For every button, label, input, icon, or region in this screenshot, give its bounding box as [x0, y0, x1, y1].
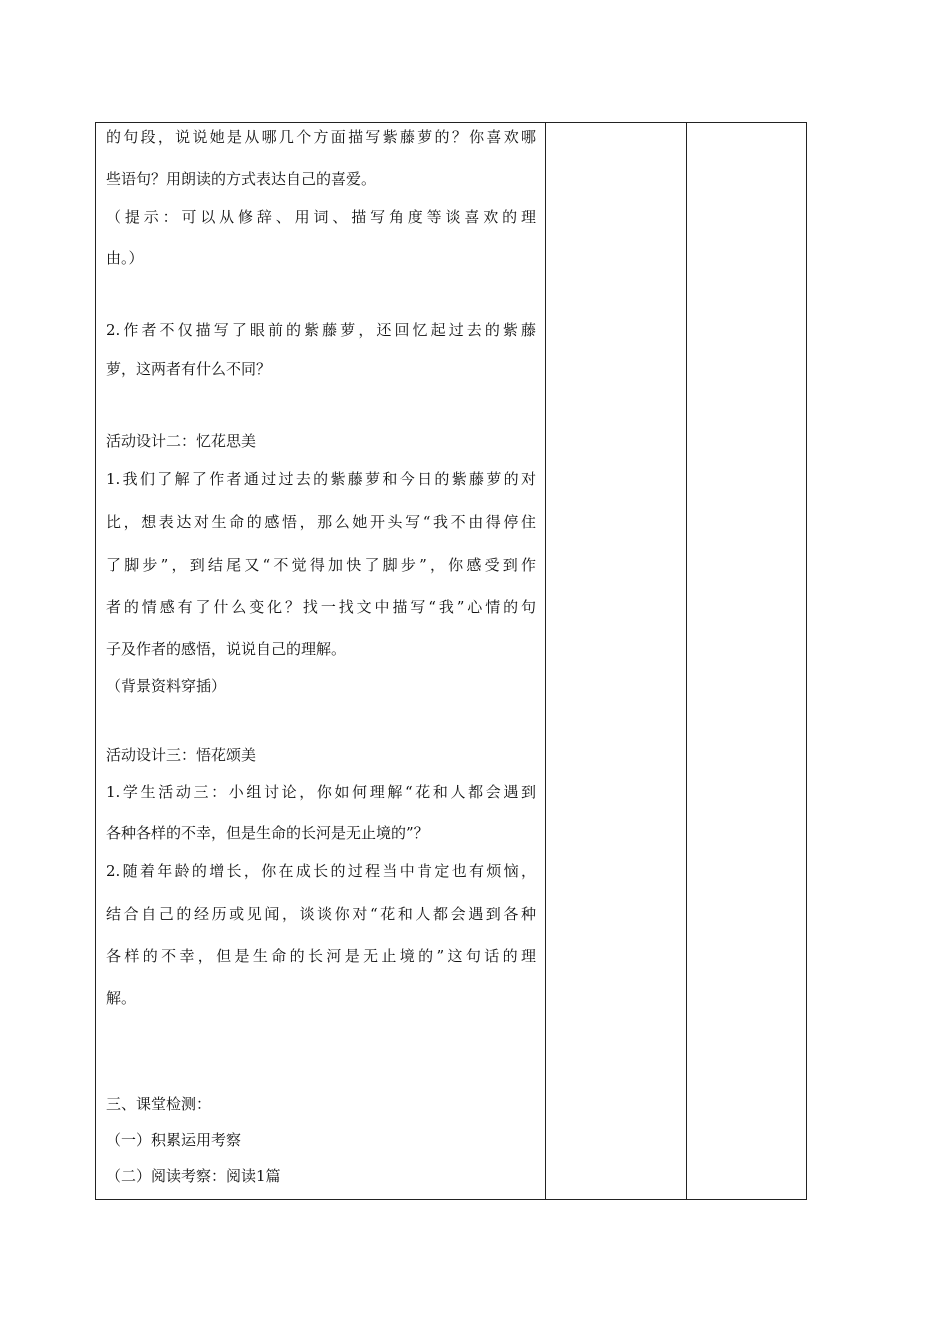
column-divider-2 — [686, 123, 687, 1199]
text-line: 比，想表达对生命的感悟，那么她开头写“我不由得停住 — [106, 513, 536, 531]
lesson-plan-table — [95, 122, 807, 1200]
text-line: 由。） — [106, 249, 144, 267]
text-line: 了脚步”，到结尾又“不觉得加快了脚步”，你感受到作 — [106, 556, 536, 574]
text-line: （二）阅读考察：阅读1篇 — [106, 1167, 281, 1185]
text-line: 结合自己的经历或见闻，谈谈你对“花和人都会遇到各种 — [106, 905, 536, 923]
text-line: 各种各样的不幸，但是生命的长河是无止境的”？ — [106, 824, 429, 842]
text-line: （提示：可以从修辞、用词、描写角度等谈喜欢的理 — [106, 208, 536, 226]
text-line: 者的情感有了什么变化？找一找文中描写“我”心情的句 — [106, 598, 536, 616]
text-line: 解。 — [106, 989, 137, 1007]
text-line: （背景资料穿插） — [106, 677, 227, 695]
text-line: 2.作者不仅描写了眼前的紫藤萝，还回忆起过去的紫藤 — [106, 321, 536, 339]
section-heading: 三、课堂检测： — [106, 1095, 212, 1113]
text-line: 萝，这两者有什么不同？ — [106, 360, 272, 378]
text-line: 各样的不幸，但是生命的长河是无止境的”这句话的理 — [106, 947, 536, 965]
section-heading: 活动设计三：悟花颂美 — [106, 746, 257, 764]
text-line: 些语句？用朗读的方式表达自己的喜爱。 — [106, 170, 377, 188]
text-line: 2.随着年龄的增长，你在成长的过程当中肯定也有烦恼， — [106, 862, 536, 880]
text-line: 的句段，说说她是从哪几个方面描写紫藤萝的？你喜欢哪 — [106, 128, 536, 146]
text-line: 1.学生活动三：小组讨论，你如何理解“花和人都会遇到 — [106, 783, 536, 801]
column-divider-1 — [545, 123, 546, 1199]
section-heading: 活动设计二：忆花思美 — [106, 432, 257, 450]
text-line: （一）积累运用考察 — [106, 1131, 242, 1149]
text-line: 1.我们了解了作者通过过去的紫藤萝和今日的紫藤萝的对 — [106, 470, 536, 488]
text-line: 子及作者的感悟，说说自己的理解。 — [106, 640, 347, 658]
